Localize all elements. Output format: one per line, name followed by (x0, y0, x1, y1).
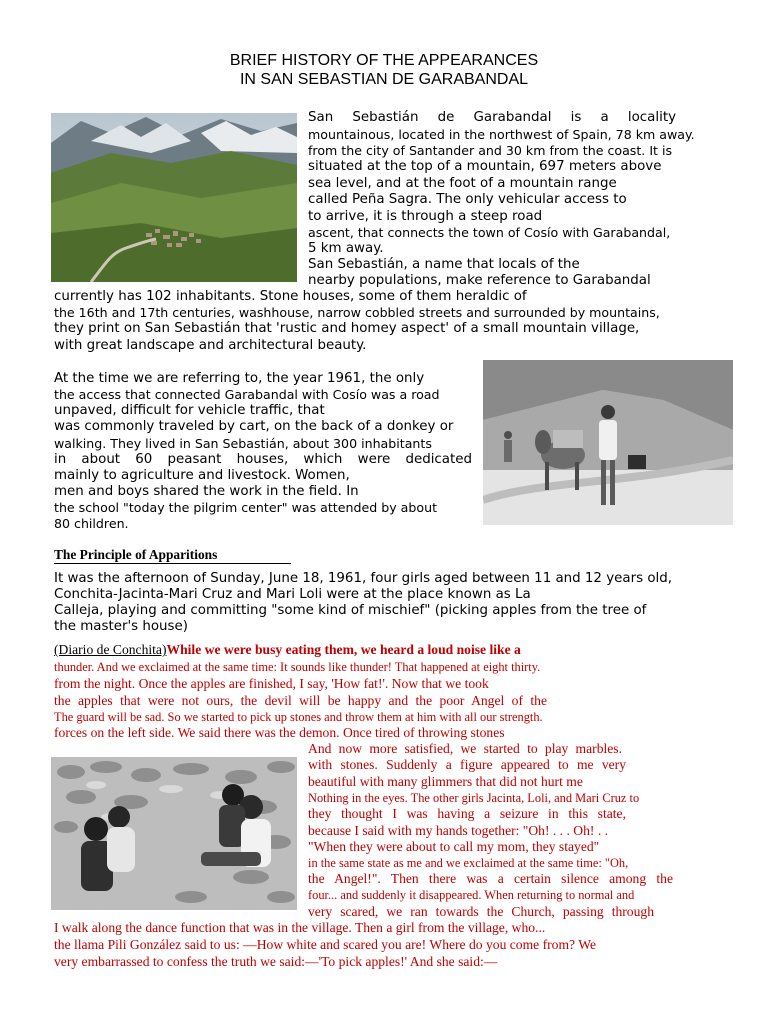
diary-line-4: the apples that were not ours, the devil will be happy and the poor Angel of the (54, 693, 547, 708)
para1-line-7: to arrive, it is through a steep road (308, 209, 543, 224)
diary-right-line-4: Nothing in the eyes. The other girls Jacinta, Loli, and Mari Cruz to (308, 791, 640, 805)
para3-line-4: the master's house) (54, 619, 188, 634)
diary-bottom-line-3: very embarrassed to confess the truth we said:—'To pick apples!' And she said:— (54, 954, 498, 969)
para1-line-15: with great landscape and architectural beauty. (54, 338, 367, 353)
document-title-line-1: BRIEF HISTORY OF THE APPEARANCES (229, 52, 539, 69)
diary-right-line-5: they thought I was having a seizure in this state, (308, 806, 626, 821)
para2-line-4: was commonly traveled by cart, on the back of a donkey or (54, 419, 454, 434)
diary-right-line-3: beautiful with many glimmers that did not hurt me (308, 774, 583, 789)
diary-bottom-line-2: the llama Pili González said to us: —How white and scared you are! Where do you come from? We (54, 937, 596, 952)
para1-line-11: nearby populations, make reference to Garabandal (308, 273, 651, 288)
para1-line-9: 5 km away. (308, 241, 384, 256)
diary-right-line-6: because I said with my hands together: "Oh! . . . Oh! . . (308, 823, 609, 838)
para3-line-1: It was the afternoon of Sunday, June 18, 1961, four girls aged between 11 and 12 years old, (54, 571, 672, 586)
diary-right-line-10: four... and suddenly it disappeared. When returning to normal and (308, 888, 635, 902)
para2-line-7: mainly to agriculture and livestock. Women, (54, 468, 350, 483)
para2-line-8: men and boys shared the work in the field. In (54, 484, 359, 499)
diary-right-line-11: very scared, we ran towards the Church, passing through (308, 904, 654, 919)
landscape-photo (51, 113, 297, 282)
diary-first-line (54, 642, 521, 658)
document-title-line-2: IN SAN SEBASTIAN DE GARABANDAL (239, 71, 529, 88)
diary-line-3: from the night. Once the apples are finished, I say, 'How fat!'. Now that we took (54, 676, 489, 691)
para1-line-5: sea level, and at the foot of a mountain range (308, 176, 617, 191)
diary-right-line-8: in the same state as me and we exclaimed at the same time: "Oh, (308, 856, 629, 870)
diary-right-line-1: And now more satisfied, we started to play marbles. (308, 741, 622, 756)
section-heading: The Principle of Apparitions (54, 547, 218, 562)
para2-line-9: the school "today the pilgrim center" was attended by about (54, 500, 438, 515)
diary-right-line-2: with stones. Suddenly a figure appeared to me very (308, 757, 626, 772)
diary-line-2: thunder. And we exclaimed at the same time: It sounds like thunder! That happened at eight thirty. (54, 660, 541, 674)
para1-line-6: called Peña Sagra. The only vehicular access to (308, 192, 627, 207)
diary-right-line-7: "When they were about to call my mom, they stayed" (308, 839, 600, 854)
diary-source: (Diario de Conchita) (54, 642, 167, 657)
para2-line-5: walking. They lived in San Sebastián, about 300 inhabitants (54, 436, 432, 451)
para2-line-2: the access that connected Garabandal with Cosío was a road (54, 387, 440, 402)
diary-bottom-line-1: I walk along the dance function that was in the village. Then a girl from the village, who... (54, 920, 546, 935)
para1-line-8: ascent, that connects the town of Cosío with Garabandal, (308, 225, 671, 240)
para3-line-3: Calleja, playing and committing "some kind of mischief" (picking apples from the tree of (54, 603, 647, 618)
girls-photo (51, 757, 297, 910)
para1-line-2: mountainous, located in the northwest of Spain, 78 km away. (308, 127, 695, 142)
para1-line-14: they print on San Sebastián that 'rustic and homey aspect' of a small mountain village, (54, 321, 640, 336)
donkey-photo (483, 360, 733, 525)
para2-line-6: in about 60 peasant houses, which were dedicated (54, 452, 472, 467)
diary-line-6: forces on the left side. We said there was the demon. Once tired of throwing stones (54, 725, 505, 740)
diary-bold-lead: While we were busy eating them, we heard a loud noise like a (166, 642, 521, 657)
para1-line-3: from the city of Santander and 30 km from the coast. It is (308, 143, 673, 158)
para2-line-3: unpaved, difficult for vehicle traffic, that (54, 403, 325, 418)
para1-line-4: situated at the top of a mountain, 697 meters above (308, 159, 662, 174)
para2-line-1: At the time we are referring to, the year 1961, the only (54, 371, 425, 386)
para1-line-10: San Sebastián, a name that locals of the (308, 257, 580, 272)
para2-line-10: 80 children. (54, 516, 129, 531)
diary-right-line-9: the Angel!". Then there was a certain silence among the (308, 871, 673, 886)
para1-line-1: San Sebastián de Garabandal is a locality (308, 110, 676, 125)
diary-line-5: The guard will be sad. So we started to pick up stones and throw them at him with all our strength. (54, 710, 543, 724)
para1-line-12: currently has 102 inhabitants. Stone houses, some of them heraldic of (54, 289, 527, 304)
section-heading-underline (54, 563, 291, 564)
para1-line-13: the 16th and 17th centuries, washhouse, narrow cobbled streets and surrounded by mountains, (54, 305, 660, 320)
para3-line-2: Conchita-Jacinta-Mari Cruz and Mari Loli were at the place known as La (54, 587, 531, 602)
